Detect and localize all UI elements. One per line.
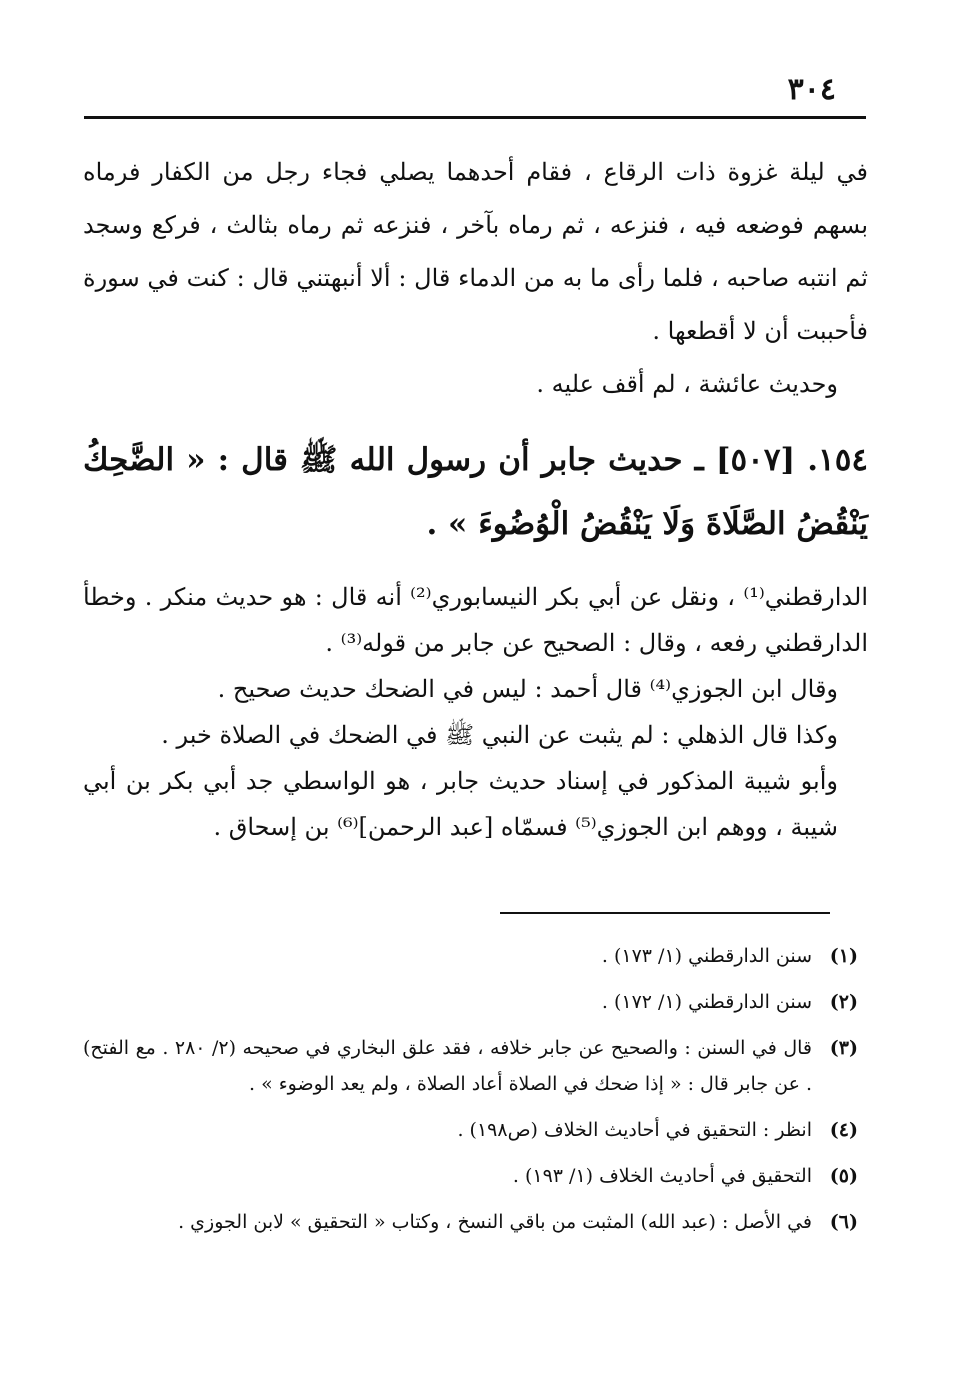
footnote-marker: (٢) <box>829 991 858 1013</box>
footnote-marker: (٥) <box>829 1165 858 1187</box>
footnotes <box>83 938 858 1250</box>
header-rule <box>84 116 866 119</box>
footnote-marker: (٦) <box>829 1211 858 1233</box>
commentary <box>83 574 868 850</box>
commentary-paragraph: وكذا قال الذهلي : لم يثبت عن النبي ﷺ في الضحك في الصلاة خبر . <box>161 721 838 749</box>
body-paragraph: في ليلة غزوة ذات الرقاع ، فقام أحدهما يصلي فجاء رجل من الكفار فرماه بسهم فوضعه فيه ، فنزعه ، ثم رماه بآخر ، فنزعه ثم رماه بثالث ، فركع وسجد ثم انتبه صاحبه ، فلما رأى ما به من الدماء قال : ألا أنبهتني قال : كنت في سورة فأحببت أن لا أقطعها . <box>83 158 868 345</box>
footnote-text: التحقيق في أحاديث الخلاف (١/ ١٩٣) . <box>512 1165 812 1187</box>
footnote <box>83 938 858 974</box>
footnote <box>83 1030 858 1102</box>
body-paragraph: وحديث عائشة ، لم أقف عليه . <box>536 370 838 398</box>
footnote-marker: (١) <box>829 945 858 967</box>
hadith-heading: ١٥٤. [٥٠٧] ـ حديث جابر أن رسول الله ﷺ قال : « الضَّحِكُ يَنْقُضُ الصَّلَاةَ وَلَا يَنْقُضُ الْوُضُوءَ » . <box>83 442 868 542</box>
footnote-divider <box>500 912 830 914</box>
commentary-paragraph: وأبو شيبة المذكور في إسناد حديث جابر ، هو الواسطي جد أبي بكر بن أبي شيبة ، ووهم ابن الجوزي⁽⁵⁾ فسمّاه [عبد الرحمن]⁽⁶⁾ بن إسحاق . <box>83 767 838 841</box>
footnote-text: سنن الدارقطني (١/ ١٧٣) . <box>601 945 812 967</box>
footnote <box>83 1158 858 1194</box>
footnote-text: في الأصل : (عبد الله) المثبت من باقي النسخ ، وكتاب « التحقيق » لابن الجوزي . <box>178 1211 812 1233</box>
footnote-text: انظر : التحقيق في أحاديث الخلاف (ص١٩٨) . <box>457 1119 812 1141</box>
footnote <box>83 1204 858 1240</box>
footnote-text: قال في السنن : والصحيح عن جابر خلافه ، فقد علق البخاري في صحيحه (٢/ ٢٨٠ . مع الفتح) . عن جابر قال : « إذا ضحك في الصلاة أعاد الصلاة ، ولم يعد الوضوء » . <box>83 1037 812 1095</box>
footnote-text: سنن الدارقطني (١/ ١٧٢) . <box>601 991 812 1013</box>
footnote-marker: (٣) <box>829 1037 858 1059</box>
footnote-marker: (٤) <box>829 1119 858 1141</box>
page-number: ٣٠٤ <box>787 72 836 107</box>
commentary-paragraph: الدارقطني⁽¹⁾ ، ونقل عن أبي بكر النيسابوري⁽²⁾ أنه قال : هو حديث منكر . وخطأ الدارقطني رفعه ، وقال : الصحيح عن جابر من قوله⁽³⁾ . <box>83 583 868 657</box>
commentary-paragraph: وقال ابن الجوزي⁽⁴⁾ قال أحمد : ليس في الضحك حديث صحيح . <box>217 675 838 703</box>
footnote <box>83 984 858 1020</box>
body-text <box>83 146 868 411</box>
footnote <box>83 1112 858 1148</box>
